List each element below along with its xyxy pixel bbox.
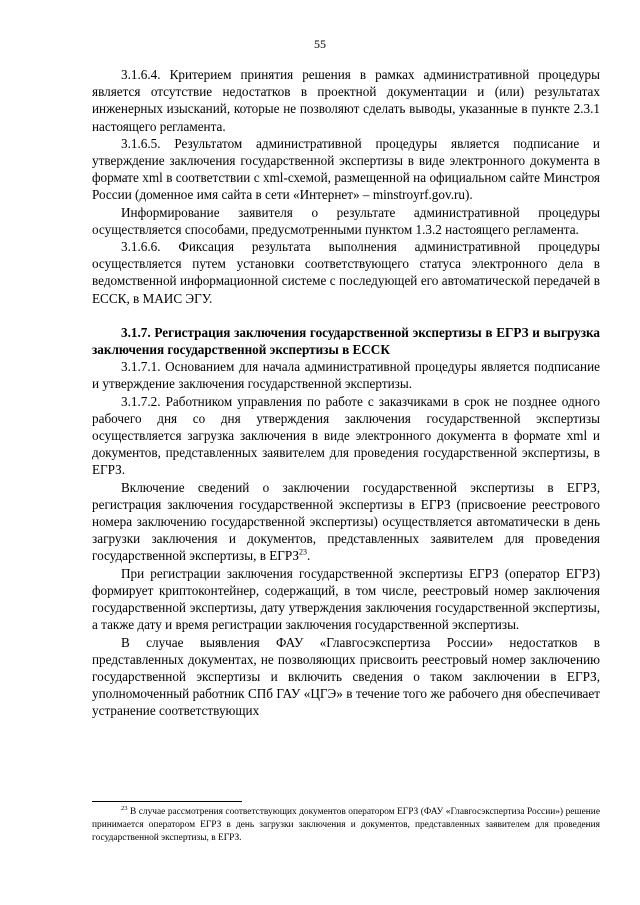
paragraph-inclusion-tail: . [307, 548, 311, 564]
footnote-text: В случае рассмотрения соответствующих документов оператором ЕГРЗ (ФАУ «Главгосэкспертиза России») решение принимается оператором ЕГРЗ в день загрузки заключения и документов, представленных заявителем для проведения государственной экспертизы, в ЕГРЗ. [92, 807, 600, 843]
paragraph-inclusion [92, 479, 600, 565]
paragraph-3-1-6-4: 3.1.6.4. Критерием принятия решения в рамках административной процедуры является отсутствие недостатков в проектной документации и (или) результатах инженерных изысканий, которые не позволяют сделать выводы, указанные в пункте 2.3.1 настоящего регламента. [92, 67, 600, 134]
section-heading-3-1-7: 3.1.7. Регистрация заключения государственной экспертизы в ЕГРЗ и выгрузка заключения государственной экспертизы в ЕССК [92, 324, 600, 358]
paragraph-3-1-6-5: 3.1.6.5. Результатом административной процедуры является подписание и утверждение заключения государственной экспертизы в виде электронного документа в формате xml в соответствии с xml-схемой, размещенной на официальном сайте Минстроя России (доменное имя сайта в сети «Интернет» – minstroyrf.gov.ru). [92, 135, 600, 203]
page-number: 55 [314, 37, 326, 51]
paragraph-3-1-7-1: 3.1.7.1. Основанием для начала административной процедуры является подписание и утверждение заключения государственной экспертизы. [92, 359, 600, 392]
paragraph-3-1-6-6: 3.1.6.6. Фиксация результата выполнения административной процедуры осуществляется путем установки соответствующего статуса электронного дела в ведомственной информационной системе с последующей его автоматической передачей в ЕССК, в МАИС ЭГУ. [92, 239, 600, 306]
paragraph-deficiencies: В случае выявления ФАУ «Главгосэкспертиза России» недостатков в представленных документах, не позволяющих присвоить реестровый номер заключению государственной экспертизы и включить сведения о таком заключении в ЕГРЗ, уполномоченный работник СПб ГАУ «ЦГЭ» в течение того же рабочего дня обеспечивает устранение соответствующих [92, 634, 600, 719]
footnote-separator [92, 801, 242, 802]
paragraph-registration: При регистрации заключения государственной экспертизы ЕГРЗ (оператор ЕГРЗ) формирует криптоконтейнер, содержащий, в том числе, реестровый номер заключения государственной экспертизы, дату утверждения заключения государственной экспертизы, а также дату и время регистрации заключения государственной экспертизы. [92, 565, 600, 633]
paragraph-inclusion-text: Включение сведений о заключении государственной экспертизы в ЕГРЗ, регистрация заключения государственной экспертизы в ЕГРЗ (присвоение реестрового номера заключению государственной экспертизы) осуществляется автоматически в день загрузки заключения и документов, представленных заявителем для проведения государственной экспертизы, в ЕГРЗ [92, 479, 600, 564]
paragraph-3-1-7-2: 3.1.7.2. Работником управления по работе с заказчиками в срок не позднее одного рабочего дня со дня утверждения заключения государственной экспертизы осуществляется загрузка заключения в виде электронного документа в формате xml и документов, представленных заявителем для проведения государственной экспертизы, в ЕГРЗ. [92, 393, 600, 478]
footnote-number: 23 [121, 804, 128, 812]
footnote [92, 806, 600, 845]
body-text [92, 66, 600, 720]
paragraph-informing: Информирование заявителя о результате административной процедуры осуществляется способами, предусмотренными пунктом 1.3.2 настоящего регламента. [92, 204, 600, 237]
footnote-reference: 23 [299, 548, 307, 558]
